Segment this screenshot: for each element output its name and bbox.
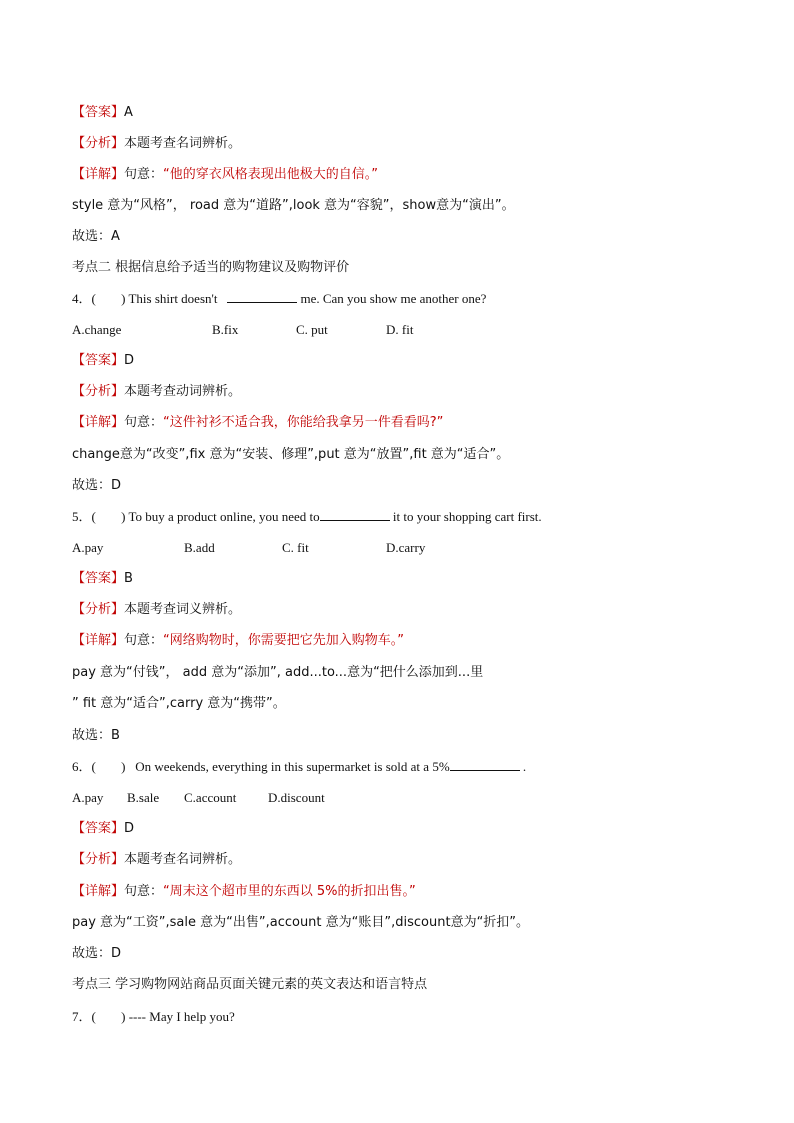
q6-options <box>72 789 734 807</box>
detail-quote: “周末这个超市里的东西以 5%的折扣出售。” <box>163 884 416 899</box>
q6-stem-b: . <box>522 759 527 774</box>
q6-answer-line <box>72 820 734 838</box>
q5-stem-b: it to your shopping cart first. <box>392 509 542 524</box>
detail-prefix: 句意： <box>124 167 164 182</box>
answer-value: D <box>124 821 135 836</box>
q5-answer-line <box>72 570 734 588</box>
detail-prefix: 句意： <box>124 415 164 430</box>
q4-detail-line <box>72 414 734 432</box>
q5-options <box>72 539 734 557</box>
answer-tag: 【答案】 <box>72 353 125 368</box>
q6-option-c: C.account <box>184 790 237 805</box>
analysis-tag: 【分析】 <box>72 602 125 617</box>
q3-detail-line <box>72 166 734 184</box>
analysis-tag: 【分析】 <box>72 384 125 399</box>
q6-number: 6．( <box>72 759 96 774</box>
q4-option-a: A.change <box>72 322 122 337</box>
answer-value: A <box>124 105 133 120</box>
section-heading-3: 考点三 学习购物网站商品页面关键元素的英文表达和语言特点 <box>72 977 428 992</box>
q6-choice: 故选：D <box>72 946 122 961</box>
q6-blank <box>450 758 520 771</box>
q5-blank <box>320 508 390 521</box>
answer-value: B <box>124 571 133 586</box>
answer-tag: 【答案】 <box>72 821 125 836</box>
detail-tag: 【详解】 <box>72 167 125 182</box>
analysis-tag: 【分析】 <box>72 136 125 151</box>
q5-choice: 故选：B <box>72 728 120 743</box>
q5-explanation-1: pay 意为“付钱”， add 意为“添加”, add...to...意为“把什么添加到...里 <box>72 665 484 680</box>
detail-quote: “他的穿衣风格表现出他极大的自信。” <box>163 167 379 182</box>
analysis-text: 本题考查词义辨析。 <box>124 602 242 617</box>
q3-answer-line <box>72 104 734 122</box>
q3-analysis-line <box>72 135 734 153</box>
q5-number: 5．( <box>72 509 96 524</box>
q3-choice: 故选：A <box>72 229 120 244</box>
q5-option-a: A.pay <box>72 540 104 555</box>
q5-explanation-2: ” fit 意为“适合”,carry 意为“携带”。 <box>72 696 286 711</box>
detail-prefix: 句意： <box>124 884 164 899</box>
q6-option-d: D.discount <box>268 790 325 805</box>
q4-option-c: C. put <box>296 322 328 337</box>
analysis-tag: 【分析】 <box>72 852 125 867</box>
q6-stem <box>72 758 734 776</box>
q4-paren-close: ) <box>121 291 126 306</box>
q4-analysis-line <box>72 383 734 401</box>
q4-answer-line <box>72 352 734 370</box>
q4-choice: 故选：D <box>72 478 122 493</box>
q4-stem-a: This shirt doesn't <box>128 291 218 306</box>
q4-stem-b: me. Can you show me another one? <box>300 291 487 306</box>
q4-stem <box>72 290 734 308</box>
q7-number: 7．( <box>72 1009 96 1024</box>
q7-stem-text: ---- May I help you? <box>128 1009 235 1024</box>
detail-quote: “网络购物时，你需要把它先加入购物车。” <box>163 633 405 648</box>
detail-tag: 【详解】 <box>72 633 125 648</box>
q5-stem <box>72 508 734 526</box>
q6-explanation: pay 意为“工资”,sale 意为“出售”,account 意为“账目”,discount意为“折扣”。 <box>72 915 530 930</box>
q7-stem <box>72 1008 734 1026</box>
q4-explanation: change意为“改变”,fix 意为“安装、修理”,put 意为“放置”,fit 意为“适合”。 <box>72 447 510 462</box>
q6-analysis-line <box>72 851 734 869</box>
answer-tag: 【答案】 <box>72 571 125 586</box>
q6-option-b: B.sale <box>127 790 160 805</box>
q5-detail-line <box>72 632 734 650</box>
q5-option-b: B.add <box>184 540 215 555</box>
q6-paren-close: ) <box>121 759 126 774</box>
q5-paren-close: ) <box>121 509 126 524</box>
q6-detail-line <box>72 883 734 901</box>
q4-options <box>72 321 734 339</box>
q5-stem-a: To buy a product online, you need to <box>128 509 320 524</box>
answer-value: D <box>124 353 135 368</box>
q5-analysis-line <box>72 601 734 619</box>
q5-option-d: D.carry <box>386 540 426 555</box>
q6-stem-a: On weekends, everything in this supermarket is sold at a 5% <box>135 759 450 774</box>
q3-explanation: style 意为“风格”， road 意为“道路”,look 意为“容貌”，show意为“演出”。 <box>72 198 515 213</box>
detail-prefix: 句意： <box>124 633 164 648</box>
q5-option-c: C. fit <box>282 540 309 555</box>
detail-tag: 【详解】 <box>72 415 125 430</box>
section-heading-2: 考点二 根据信息给予适当的购物建议及购物评价 <box>72 260 350 275</box>
detail-tag: 【详解】 <box>72 884 125 899</box>
q4-option-b: B.fix <box>212 322 239 337</box>
q4-number: 4．( <box>72 291 96 306</box>
q7-paren-close: ) <box>121 1009 126 1024</box>
q4-blank <box>227 290 297 303</box>
analysis-text: 本题考查名词辨析。 <box>124 852 242 867</box>
q4-option-d: D. fit <box>386 322 414 337</box>
answer-tag: 【答案】 <box>72 105 125 120</box>
analysis-text: 本题考查动词辨析。 <box>124 384 242 399</box>
q6-option-a: A.pay <box>72 790 104 805</box>
analysis-text: 本题考查名词辨析。 <box>124 136 242 151</box>
detail-quote: “这件衬衫不适合我，你能给我拿另一件看看吗?” <box>163 415 444 430</box>
